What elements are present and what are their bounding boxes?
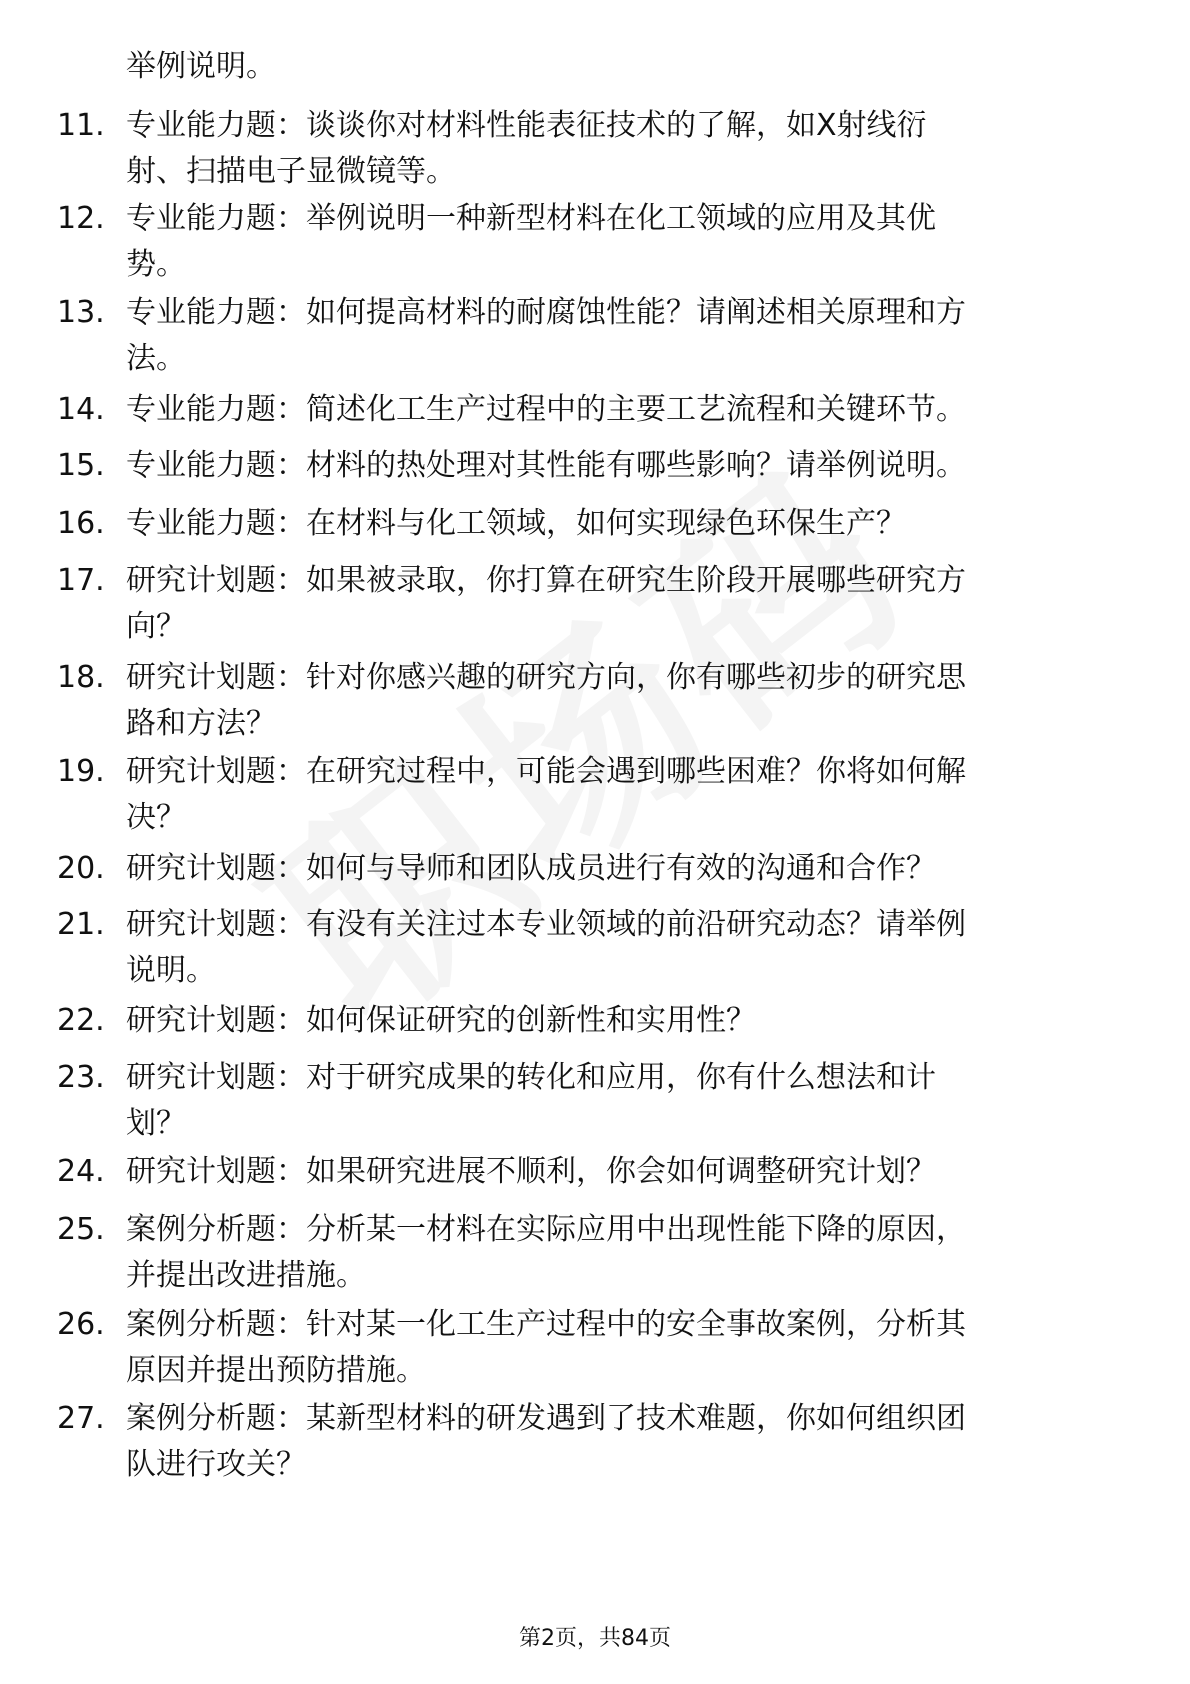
list-item-line: 专业能力题：简述化工生产过程中的主要工艺流程和关键环节。: [126, 392, 966, 427]
list-item-text: [126, 846, 1116, 892]
list-item-line: 决？: [126, 800, 186, 835]
list-item-number: 11.: [57, 108, 105, 143]
list-item-line: 队进行攻关？: [126, 1447, 306, 1482]
list-item-number: 12.: [57, 201, 105, 236]
list-item-text: [126, 1207, 1116, 1299]
list-item-line: 研究计划题：对于研究成果的转化和应用，你有什么想法和计: [126, 1060, 936, 1095]
list-item-number: 22.: [57, 1003, 105, 1038]
list-item-line: 射、扫描电子显微镜等。: [126, 154, 456, 189]
list-item-number: 14.: [57, 392, 105, 427]
list-item-text: [126, 1302, 1116, 1394]
list-item-number: 25.: [57, 1212, 105, 1247]
list-item-line: 并提出改进措施。: [126, 1258, 366, 1293]
list-item-text: [126, 1396, 1116, 1488]
list-item-number: 24.: [57, 1154, 105, 1189]
page-footer: 第2页，共84页: [519, 1626, 671, 1651]
list-item-line: 研究计划题：如何保证研究的创新性和实用性？: [126, 1003, 756, 1038]
list-item-number: 13.: [57, 295, 105, 330]
list-item-line: 研究计划题：如果被录取，你打算在研究生阶段开展哪些研究方: [126, 563, 966, 598]
list-item-line: 原因并提出预防措施。: [126, 1353, 426, 1388]
list-item-number: 16.: [57, 506, 105, 541]
list-item-number: 17.: [57, 563, 105, 598]
list-item-line: 研究计划题：有没有关注过本专业领域的前沿研究动态？请举例: [126, 907, 966, 942]
list-item-text: [126, 1055, 1116, 1147]
list-item-number: 23.: [57, 1060, 105, 1095]
list-item-number: 21.: [57, 907, 105, 942]
list-item-text: [126, 387, 1116, 433]
list-item-text: [126, 501, 1116, 547]
list-item-line: 法。: [126, 341, 186, 376]
list-item-line: 专业能力题：谈谈你对材料性能表征技术的了解，如X射线衍: [126, 108, 927, 143]
list-item-number: 20.: [57, 851, 105, 886]
list-item-text: [126, 558, 1116, 650]
list-item-line: 路和方法？: [126, 706, 276, 741]
list-item-line: 研究计划题：在研究过程中，可能会遇到哪些困难？你将如何解: [126, 754, 966, 789]
list-item-text: [126, 998, 1116, 1044]
list-item-number: 19.: [57, 754, 105, 789]
list-item-line: 专业能力题：材料的热处理对其性能有哪些影响？请举例说明。: [126, 448, 966, 483]
list-item-text: [126, 290, 1116, 382]
list-item-line: 专业能力题：如何提高材料的耐腐蚀性能？请阐述相关原理和方: [126, 295, 966, 330]
list-item-line: 案例分析题：针对某一化工生产过程中的安全事故案例，分析其: [126, 1307, 966, 1342]
list-item-line: 案例分析题：某新型材料的研发遇到了技术难题，你如何组织团: [126, 1401, 966, 1436]
continuation-text: 举例说明。: [126, 49, 276, 84]
list-item-line: 划？: [126, 1106, 186, 1141]
list-item-text: [126, 443, 1116, 489]
list-item-text: [126, 902, 1116, 994]
list-item-text: [126, 196, 1116, 288]
list-item-text: [126, 749, 1116, 841]
list-item-line: 专业能力题：举例说明一种新型材料在化工领域的应用及其优: [126, 201, 936, 236]
list-item-text: [126, 103, 1116, 195]
list-item-line: 案例分析题：分析某一材料在实际应用中出现性能下降的原因，: [126, 1212, 966, 1247]
list-item-line: 势。: [126, 247, 186, 282]
list-item-line: 研究计划题：针对你感兴趣的研究方向，你有哪些初步的研究思: [126, 660, 966, 695]
list-item-line: 研究计划题：如果研究进展不顺利，你会如何调整研究计划？: [126, 1154, 936, 1189]
list-item-line: 专业能力题：在材料与化工领域，如何实现绿色环保生产？: [126, 506, 906, 541]
list-item-number: 15.: [57, 448, 105, 483]
list-item-number: 26.: [57, 1307, 105, 1342]
list-item-line: 向？: [126, 609, 186, 644]
list-item-number: 27.: [57, 1401, 105, 1436]
list-item-line: 研究计划题：如何与导师和团队成员进行有效的沟通和合作？: [126, 851, 936, 886]
list-item-text: [126, 655, 1116, 747]
list-item-number: 18.: [57, 660, 105, 695]
list-item-text: [126, 1149, 1116, 1195]
list-item-line: 说明。: [126, 953, 216, 988]
